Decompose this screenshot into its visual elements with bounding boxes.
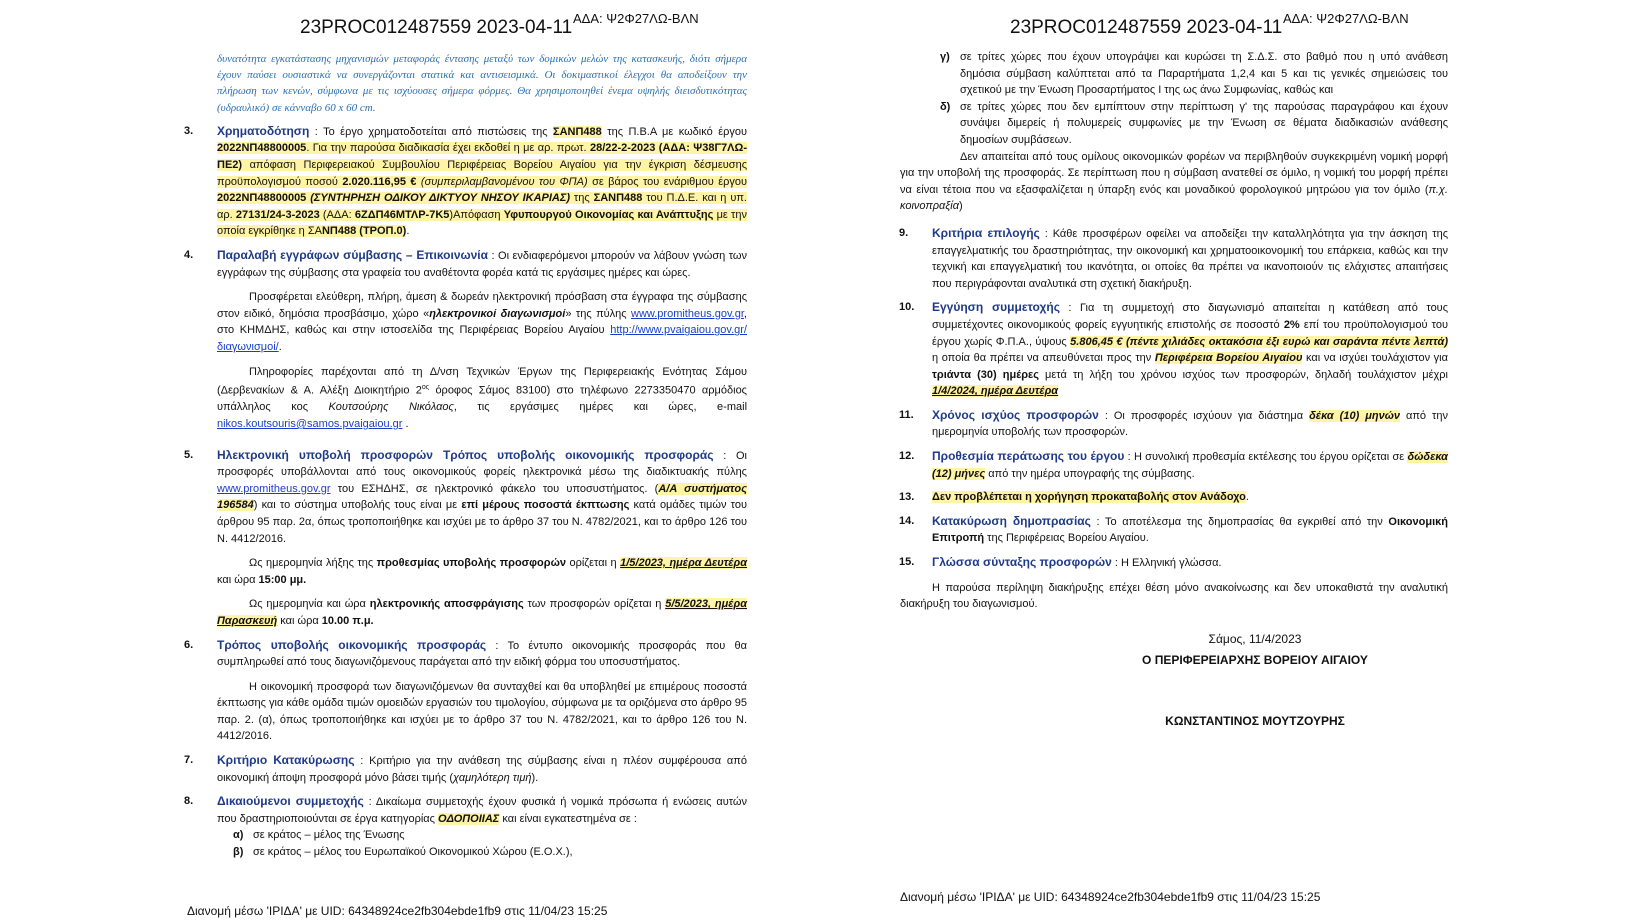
section-title: Κριτήριο Κατακύρωσης xyxy=(217,753,355,768)
paragraph: Ως ημερομηνία λήξης της προθεσμίας υποβολής προσφορών ορίζεται η 1/5/2023, ημέρα Δευτέρα και ώρα 15:00 μμ. xyxy=(217,557,748,586)
list-item: α) σε κράτος – μέλος της Ένωσης xyxy=(233,829,405,842)
list-item: β) σε κράτος – μέλος του Ευρωπαϊκού Οικονομικού Χώρου (Ε.Ο.Χ.), xyxy=(233,846,573,859)
pvaigaiou-link[interactable]: http://www.pvaigaiou.gov.gr/διαγωνισμοί/ xyxy=(217,324,747,353)
section-number: 5. xyxy=(184,448,194,461)
section-number: 11. xyxy=(899,408,914,421)
section-title: Τρόπος υποβολής οικονομικής προσφοράς xyxy=(217,637,487,652)
section-number: 6. xyxy=(184,638,194,651)
list-item: δ) σε τρίτες χώρες που δεν εμπίπτουν στην περίπτωση γ' της παρούσας παραγράφου και έχουν συνάψει διμερείς ή πολυμερείς συμφωνίες με την Ένωση σε θέματα διαδικασιών ανάθεσης δημοσίων συμβάσεων. xyxy=(940,100,1448,146)
intro-paragraph: δυνατότητα εγκατάστασης μηχανισμών μεταφοράς έντασης μεταξύ των δομικών μελών της κατασκευής, διότι σήμερα έχουν παύσει ουσιαστικά να συνεργάζονται στατικά και αντισεισμικά. Οι δοκιμαστικοί έλεγχοι θα αποδείξουν την πλήρωση των κενών, σύμφωνα με τις ισχύουσες σήμερα φόρμες. Θα χρησιμοποιηθεί ένεμα υψηλής διεισδυτικότητας (υδραυλικό) σε κάνναβο 60 x 60 cm. xyxy=(217,53,747,114)
section-13: 13. Δεν προβλέπεται η χορήγηση προκαταβολής στον Ανάδοχο. xyxy=(900,489,1448,506)
section-number: 8. xyxy=(184,795,194,808)
section-number: 13. xyxy=(899,491,915,504)
section-number: 4. xyxy=(184,248,194,261)
submission-deadline: 1/5/2023, ημέρα Δευτέρα xyxy=(620,557,748,570)
section-title: Κριτήρια επιλογής xyxy=(932,225,1040,240)
section-5: 5. Ηλεκτρονική υποβολή προσφορών Τρόπος υποβολής οικονομικής προσφοράς : Οι προσφορές υποβάλλονται από τους οικονομικούς φορείς ηλεκτρονικά μέσω της διαδικτυακής πύλης www.promitheus.gov.gr του ΕΣΗΔΗΣ, σε ηλεκτρονικό φάκελο του υποσυστήματος. (Α/Α συστήματος 196584) και το σύστημα υποβολής τους είναι με επί μέρους ποσοστά έκπτωσης κατά ομάδες τιμών του άρθρου 95 παρ. 2α, όπως τροποποιήθηκε και ισχύει με το άρθρο 37 του Ν. 4782/2021, και το άρθρο 126 του Ν. 4412/2016. Ως ημερομηνία λήξης της προθεσμίας υποβολής προσφορών ορίζεται η 1/5/2023, ημέρα Δευτέρα και ώρα 15:00 μμ. Ως ημερομηνία και ώρα ηλεκτρονικής αποσφράγισης των προσφορών ορίζεται η 5/5/2023, ημέρα Παρασκευή και ώρα 10.00 π.μ. xyxy=(185,447,747,630)
ada-code: ΑΔΑ: Ψ2Φ27ΛΩ-ΒΛΝ xyxy=(573,11,699,26)
section-number: 3. xyxy=(184,124,194,137)
protocol-id: 23PROC012487559 2023-04-11 xyxy=(1010,17,1283,38)
promitheus-link[interactable]: www.promitheus.gov.gr xyxy=(217,482,331,495)
place-date: Σάμος, 11/4/2023 xyxy=(1208,631,1302,646)
promitheus-link[interactable]: www.promitheus.gov.gr xyxy=(631,307,744,320)
section-8: 8. Δικαιούμενοι συμμετοχής : Δικαίωμα συμμετοχής έχουν φυσικά ή νομικά πρόσωπα ή ενώσεις αυτών που δραστηριοποιούνται σε έργα κατηγορίας ΟΔΟΠΟΙΙΑΣ και είναι εγκατεστημένα σε : α) σε κράτος – μέλος της Ένωσης β) σε κράτος – μέλος του Ευρωπαϊκού Οικονομικού Χώρου (Ε.Ο.Χ.), xyxy=(185,793,747,860)
distribution-footer: Διανομή μέσω 'ΙΡΙΔΑ' με UID: 64348924ce2fb304ebde1fb9 στις 11/04/23 15:25 xyxy=(187,904,608,918)
section-7: 7. Κριτήριο Κατακύρωσης : Κριτήριο για την ανάθεση της σύμβασης είναι η πλέον συμφέρουσα από οικονομική άποψη προσφορά μόνο βάσει τιμής (χαμηλότερη τιμή). xyxy=(184,753,747,784)
section-15: 15. Γλώσσα σύνταξης προσφορών : Η Ελληνική γλώσσα. xyxy=(899,555,1222,570)
section-title: Δικαιούμενοι συμμετοχής xyxy=(217,794,364,809)
paragraph: Δεν απαιτείται από τους ομίλους οικονομικών φορέων να περιβληθούν συγκεκριμένη νομική μορφή για την υποβολή της προσφοράς. Σε περίπτωση που η σύμβαση ανατεθεί σε όμιλο, η νομική του μορφή πρέπει να είναι τέτοια που να εξασφαλίζεται η ύπαρξη ενός και μοναδικού φορολογικού μητρώου για τον όμιλο (π.χ. κοινοπραξία) xyxy=(900,150,1448,213)
right-column xyxy=(900,49,1448,730)
email-link[interactable]: nikos.koutsouris@samos.pvaigaiou.gr xyxy=(217,417,403,430)
section-number: 9. xyxy=(899,226,909,239)
section-number: 7. xyxy=(184,754,194,767)
section-9: 9. Κριτήρια επιλογής : Κάθε προσφέρων οφείλει να αποδείξει την καταλληλότητα για την άσκηση της επαγγελματικής του δραστηριότητας, την οικονομική και χρηματοοικονομική του επάρκεια, καθώς και την τεχνική και επαγγελματική του ικανότητα, οι οποίες θα πρέπει να ικανοποιούν τις ελάχιστες απαιτήσεις που περιγράφονται αναλυτικά στη σχετική διακήρυξη. xyxy=(899,225,1448,290)
section-title: Χρόνος ισχύος προσφορών xyxy=(932,407,1099,422)
opening-date: 5/5/2023, ημέρα Παρασκευή xyxy=(217,598,748,627)
section-12: 12. Προθεσμία περάτωσης του έργου : Η συνολική προθεσμία εκτέλεσης του έργου ορίζεται σε δώδεκα (12) μήνες από την ημέρα υπογραφής της σύμβασης. xyxy=(899,449,1448,480)
left-column xyxy=(185,51,747,861)
section-title: Παραλαβή εγγράφων σύμβασης – Επικοινωνία xyxy=(217,247,489,262)
guarantee-amount: 5.806,45 € (πέντε χιλιάδες οκτακόσια έξι ευρώ και σαράντα πέντε λεπτά) xyxy=(1070,335,1449,348)
paragraph: Η οικονομική προσφορά των διαγωνιζόμενων θα συνταχθεί και θα υποβληθεί με επιμέρους ποσοστά έκπτωσης για κάθε ομάδα τιμών ομοειδών εργασιών του τιμολογίου, σύμφωνα με τα οριζόμενα στο άρθρο 95 παρ. 2. (α), όπως τροποποιήθηκε και ισχύει με το άρθρο 37 του Ν. 4782/2021, και το άρθρο 126 του Ν. 4412/2016. xyxy=(217,680,747,743)
document-page-right xyxy=(820,0,1640,924)
section-title: Χρηματοδότηση xyxy=(217,123,310,138)
list-item: γ) σε τρίτες χώρες που έχουν υπογράψει και κυρώσει τη Σ.Δ.Σ. στο βαθμό που η υπό ανάθεση δημόσια σύμβαση καλύπτεται από τα Παραρτήματα 1,2,4 και 5 και τις γενικές σημειώσεις του σχετικού με την Ένωση Προσαρτήματος Ι της ως άνω Συμφωνίας, καθώς και xyxy=(940,51,1448,97)
section-title: Ηλεκτρονική υποβολή προσφορών Τρόπος υποβολής οικονομικής προσφοράς xyxy=(217,447,714,462)
closing-paragraph: Η παρούσα περίληψη διακήρυξης επέχει θέση μόνο ανακοίνωσης και δεν υποκαθιστά την αναλυτική διακήρυξη του διαγωνισμού. xyxy=(900,581,1448,611)
advance-payment-note: Δεν προβλέπεται η χορήγηση προκαταβολής στον Ανάδοχο xyxy=(932,491,1246,504)
section-number: 14. xyxy=(899,514,915,527)
section-title: Κατακύρωση δημοπρασίας xyxy=(932,513,1091,528)
section-title: Προθεσμία περάτωσης του έργου xyxy=(932,449,1125,464)
section-6: 6. Τρόπος υποβολής οικονομικής προσφοράς : Το έντυπο οικονομικής προσφοράς που θα συμπληρωθεί από τους διαγωνιζόμενους παράγεται από την ειδική φόρμα του υποσυστήματος. Η οικονομική προσφορά των διαγωνιζόμενων θα συνταχθεί και θα υποβληθεί με επιμέρους ποσοστά έκπτωσης για κάθε ομάδα τιμών ομοειδών εργασιών του τιμολογίου, σύμφωνα με τα οριζόμενα στο άρθρο 95 παρ. 2. (α), όπως τροποποιήθηκε και ισχύει με το άρθρο 37 του Ν. 4782/2021, και το άρθρο 126 του Ν. 4412/2016. xyxy=(185,637,747,746)
section-14: 14. Κατακύρωση δημοπρασίας : Το αποτέλεσμα της δημοπρασίας θα εγκριθεί από την Οικονομική Επιτροπή της Περιφέρειας Βορείου Αιγαίου. xyxy=(899,513,1448,545)
signer-title: Ο ΠΕΡΙΦΕΡΕΙΑΡΧΗΣ ΒΟΡΕΙΟΥ ΑΙΓΑΙΟΥ xyxy=(1142,653,1368,668)
distribution-footer: Διανομή μέσω 'ΙΡΙΔΑ' με UID: 64348924ce2fb304ebde1fb9 στις 11/04/23 15:25 xyxy=(900,890,1321,904)
paragraph: Πληροφορίες παρέχονται από τη Δ/νση Τεχνικών Έργων της Περιφερειακής Ενότητας Σάμου (Δερβενακίων & Α. Αλέξη Διοικητήριο $2^{o\varsigma}$ όροφος Σάμος 83100) στο τηλέφωνο 2273350470 αρμόδιος υπάλληλος κος Κουτσούρης Νικόλαος, τις εργάσιμες ημέρες και ώρες, e-mail nikos.koutsouris@samos.pvaigaiou.gr . xyxy=(217,365,748,430)
section-title: Γλώσσα σύνταξης προσφορών xyxy=(932,555,1112,570)
section-3: 3. Χρηματοδότηση : Το έργο χρηματοδοτείται από πιστώσεις της ΣΑΝΠ488 της Π.Β.Α με κωδικό έργου 2022ΝΠ48800005. Για την παρούσα διαδικασία έχει εκδοθεί η με αρ. πρωτ. 28/22-2-2023 (ΑΔΑ: Ψ38Γ7ΛΩ-ΠΕ2) απόφαση Περιφερειακού Συμβουλίου Περιφέρειας Βορείου Αιγαίου για την έγκριση δέσμευσης προϋπολογισμού ποσού 2.020.116,95 € (συμπεριλαμβανομένου του ΦΠΑ) σε βάρος του ενάριθμου έργου 2022ΝΠ48800005 (ΣΥΝΤΗΡΗΣΗ ΟΔΙΚΟΥ ΔΙΚΤΥΟΥ ΝΗΣΟΥ ΙΚΑΡΙΑΣ) της ΣΑΝΠ488 του Π.Δ.Ε. και η υπ. αρ. 27131/24-3-2023 (ΑΔΑ: 6ΖΔΠ46ΜΤΛΡ-7Κ5)Απόφαση Υφυπουργού Οικονομίας και Ανάπτυξης με την οποία εγκρίθηκε η ΣΑΝΠ488 (ΤΡΟΠ.0). xyxy=(184,123,747,238)
section-4: 4. Παραλαβή εγγράφων σύμβασης – Επικοινωνία : Οι ενδιαφερόμενοι μπορούν να λάβουν γνώση των εγγράφων της σύμβασης στα γραφεία του αναθέτοντα φορέα κατά τις εργάσιμες ημέρες και ώρες. Προσφέρεται ελεύθερη, πλήρη, άμεση & δωρεάν ηλεκτρονική πρόσβαση στα έγγραφα της σύμβασης στον ειδικό, δημόσια προσβάσιμο, χώρο «ηλεκτρονικοί διαγωνισμοί» της πύλης www.promitheus.gov.gr, στο ΚΗΜΔΗΣ, καθώς και στην ιστοσελίδα της Περιφέρειας Βορείου Αιγαίου http://www.pvaigaiou.gov.gr/διαγωνισμοί/. Πληροφορίες παρέχονται από τη Δ/νση Τεχνικών Έργων της Περιφερειακής Ενότητας Σάμου (Δερβενακίων & Α. Αλέξη Διοικητήριο $2^{o\varsigma}$ όροφος Σάμος 83100) στο τηλέφωνο 2273350470 αρμόδιος υπάλληλος κος Κουτσούρης Νικόλαος, τις εργάσιμες ημέρες και ώρες, e-mail nikos.koutsouris@samos.pvaigaiou.gr . xyxy=(185,247,747,433)
paragraph: Προσφέρεται ελεύθερη, πλήρη, άμεση & δωρεάν ηλεκτρονική πρόσβαση στα έγγραφα της σύμβασης στον ειδικό, δημόσια προσβάσιμο, χώρο «ηλεκτρονικοί διαγωνισμοί» της πύλης www.promitheus.gov.gr, στο ΚΗΜΔΗΣ, καθώς και στην ιστοσελίδα της Περιφέρειας Βορείου Αιγαίου http://www.pvaigaiou.gov.gr/διαγωνισμοί/. xyxy=(217,291,747,353)
ada-code: ΑΔΑ: Ψ2Φ27ΛΩ-ΒΛΝ xyxy=(1283,11,1409,26)
paragraph: Ως ημερομηνία και ώρα ηλεκτρονικής αποσφράγισης των προσφορών ορίζεται η 5/5/2023, ημέρα Παρασκευή και ώρα 10.00 π.μ. xyxy=(217,598,748,627)
section-11: 11. Χρόνος ισχύος προσφορών : Οι προσφορές ισχύουν για διάστημα δέκα (10) μηνών από την ημερομηνία υποβολής των προσφορών. xyxy=(899,407,1448,439)
section-title: Εγγύηση συμμετοχής xyxy=(932,300,1060,315)
protocol-id: 23PROC012487559 2023-04-11 xyxy=(300,17,573,38)
section-number: 15. xyxy=(899,556,915,569)
section-number: 12. xyxy=(899,450,915,463)
guarantee-deadline: 1/4/2024, ημέρα Δευτέρα xyxy=(932,385,1059,398)
section-number: 10. xyxy=(899,301,915,314)
section-10: 10. Εγγύηση συμμετοχής : Για τη συμμετοχή στο διαγωνισμό απαιτείται η κατάθεση από τους συμμετέχοντες οικονομικούς φορείς εγγυητικής επιστολής σε ποσοστό 2% επί του προϋπολογισμού του έργου χωρίς Φ.Π.Α., ύψους 5.806,45 € (πέντε χιλιάδες οκτακόσια έξι ευρώ και σαράντα πέντε λεπτά) η οποία θα πρέπει να απευθύνεται προς την Περιφέρεια Βορείου Αιγαίου και να ισχύει τουλάχιστον για τριάντα (30) ημέρες μετά τη λήξη του χρόνου ισχύος των προσφορών, δηλαδή τουλάχιστον μέχρι 1/4/2024, ημέρα Δευτέρα xyxy=(899,300,1449,398)
signer-name: ΚΩΝΣΤΑΝΤΙΝΟΣ ΜΟΥΤΖΟΥΡΗΣ xyxy=(1165,714,1345,728)
